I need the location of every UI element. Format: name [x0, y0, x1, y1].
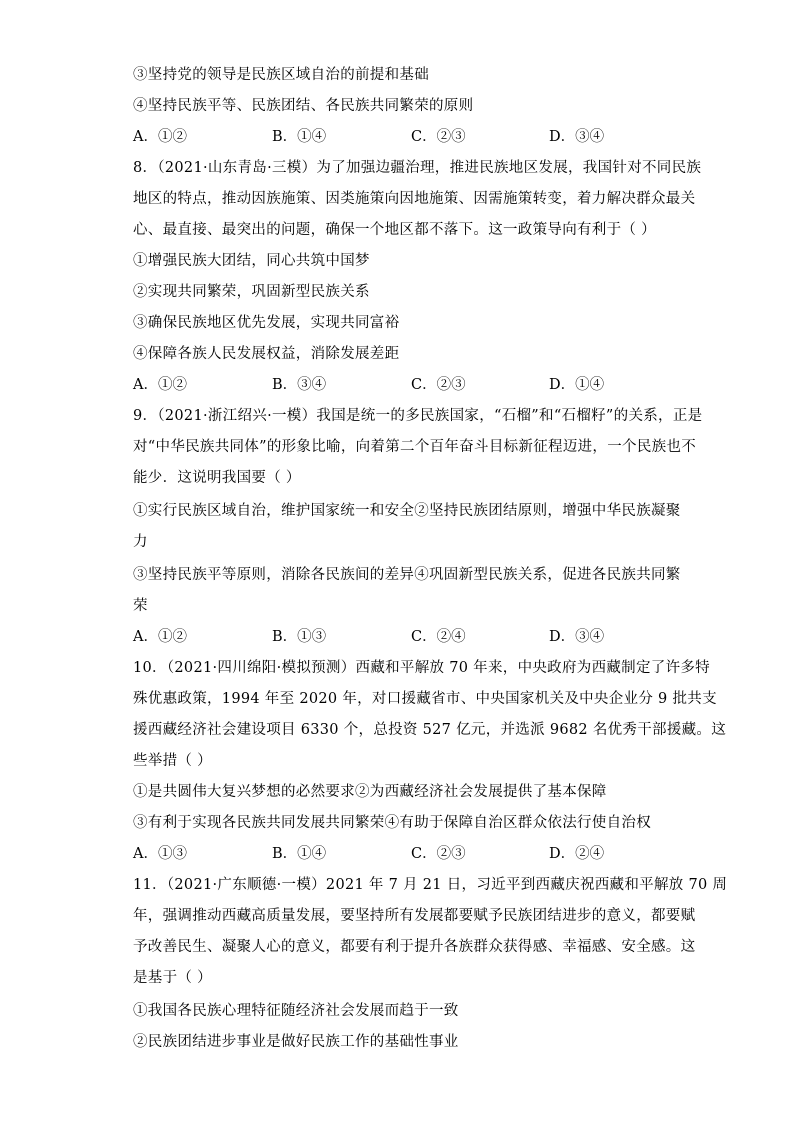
- q10-option-a[interactable]: A．①③: [133, 846, 187, 862]
- q10-stem-line-3: 援西藏经济社会建设项目 6330 个，总投资 527 亿元，并选派 9682 名优秀干部援藏。这: [133, 722, 727, 738]
- q8-statement-3: ③确保民族地区优先发展，实现共同富裕: [133, 315, 400, 331]
- q9-statement-line-2: 力: [133, 534, 148, 550]
- q10-statement-line-1: ①是共圆伟大复兴梦想的必然要求②为西藏经济社会发展提供了基本保障: [133, 784, 607, 800]
- q9-option-b[interactable]: B．①③: [272, 629, 327, 645]
- q10-option-c[interactable]: C．②③: [411, 846, 466, 862]
- q9-statement-line-3: ③坚持民族平等原则，消除各民族间的差异④巩固新型民族关系，促进各民族共同繁: [133, 567, 681, 583]
- q10-option-b[interactable]: B．①④: [272, 846, 327, 862]
- q10-statement-line-2: ③有利于实现各民族共同发展共同繁荣④有助于保障自治区群众依法行使自治权: [133, 815, 651, 831]
- q11-stem-line-1: 11．（2021·广东顺德·一模）2021 年 7 月 21 日，习近平到西藏庆祝西藏和平解放 70 周: [133, 877, 728, 893]
- q10-stem-line-2: 殊优惠政策，1994 年至 2020 年，对口援藏省市、中央国家机关及中央企业分 9 批共支: [133, 691, 717, 707]
- q9-statement-line-4: 荣: [133, 598, 148, 614]
- q7-option-b[interactable]: B．①④: [272, 129, 327, 145]
- q9-statement-line-1: ①实行民族区域自治，维护国家统一和安全②坚持民族团结原则，增强中华民族凝聚: [133, 503, 681, 519]
- q11-stem-line-2: 年，强调推动西藏高质量发展，要坚持所有发展都要赋予民族团结进步的意义，都要赋: [133, 908, 696, 924]
- q8-option-c[interactable]: C．②③: [411, 377, 466, 393]
- q10-option-d[interactable]: D．②④: [549, 846, 605, 862]
- q9-stem-line-3: 能少．这说明我国要（ ）: [133, 470, 301, 486]
- q10-stem-line-4: 些举措（ ）: [133, 753, 212, 769]
- q8-statement-1: ①增强民族大团结，同心共筑中国梦: [133, 253, 370, 269]
- q8-stem-line-1: 8．（2021·山东青岛·三模）为了加强边疆治理，推进民族地区发展，我国针对不同民族: [133, 160, 702, 176]
- q9-stem-line-1: 9．（2021·浙江绍兴·一模）我国是统一的多民族国家，“石榴”和“石榴籽”的关系，正是: [133, 408, 703, 424]
- q7-statement-3: ③坚持党的领导是民族区域自治的前提和基础: [133, 67, 429, 83]
- q8-option-a[interactable]: A．①②: [133, 377, 187, 393]
- q11-statement-2: ②民族团结进步事业是做好民族工作的基础性事业: [133, 1034, 459, 1050]
- q7-options: [133, 127, 693, 147]
- q11-stem-line-3: 予改善民生、凝聚人心的意义，都要有利于提升各族群众获得感、幸福感、安全感。这: [133, 939, 696, 955]
- q9-stem-line-2: 对“中华民族共同体”的形象比喻，向着第二个百年奋斗目标新征程迈进，一个民族也不: [133, 439, 697, 455]
- q10-stem-line-1: 10．（2021·四川绵阳·模拟预测）西藏和平解放 70 年来，中央政府为西藏制定了许多特: [133, 660, 710, 676]
- q9-option-a[interactable]: A．①②: [133, 629, 187, 645]
- q8-option-b[interactable]: B．③④: [272, 377, 327, 393]
- q8-option-d[interactable]: D．①④: [549, 377, 605, 393]
- q11-statement-1: ①我国各民族心理特征随经济社会发展而趋于一致: [133, 1003, 459, 1019]
- q8-statement-4: ④保障各族人民发展权益，消除发展差距: [133, 346, 400, 362]
- q8-stem-line-2: 地区的特点，推动因族施策、因类施策向因地施策、因需施策转变，着力解决群众最关: [133, 191, 696, 207]
- q8-options: [133, 375, 693, 395]
- q9-options: [133, 627, 693, 647]
- q8-stem-line-3: 心、最直接、最突出的问题，确保一个地区都不落下。这一政策导向有利于（ ）: [133, 222, 656, 238]
- q8-statement-2: ②实现共同繁荣，巩固新型民族关系: [133, 284, 370, 300]
- q7-option-d[interactable]: D．③④: [549, 129, 605, 145]
- q9-option-c[interactable]: C．②④: [411, 629, 466, 645]
- q11-stem-line-4: 是基于（ ）: [133, 970, 212, 986]
- q10-options: [133, 844, 693, 864]
- q7-option-c[interactable]: C．②③: [411, 129, 466, 145]
- q7-option-a[interactable]: A．①②: [133, 129, 187, 145]
- q9-option-d[interactable]: D．③④: [549, 629, 605, 645]
- q7-statement-4: ④坚持民族平等、民族团结、各民族共同繁荣的原则: [133, 98, 474, 114]
